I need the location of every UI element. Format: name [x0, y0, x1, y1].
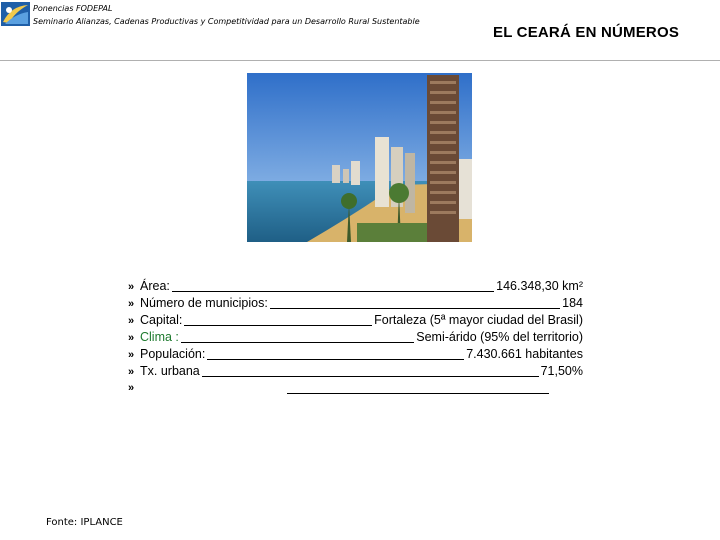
leader-line — [172, 280, 494, 292]
stat-label: Número de municipios: — [140, 296, 268, 310]
bullet: » — [128, 349, 135, 361]
leader-line — [184, 314, 372, 326]
bullet: » — [128, 332, 135, 344]
stat-label: Tx. urbana — [140, 364, 200, 378]
leader-line — [287, 382, 549, 394]
fodepal-logo-icon — [1, 2, 30, 26]
stat-value: 184 — [562, 296, 583, 310]
stat-row-area — [128, 278, 583, 295]
fortaleza-city-photo — [247, 73, 472, 242]
header-line-1: Ponencias FODEPAL — [33, 4, 113, 13]
bullet: » — [128, 315, 135, 327]
stat-label: Capital: — [140, 313, 183, 327]
stat-label: Clima : — [140, 330, 179, 344]
leader-line — [270, 297, 560, 309]
header-divider — [0, 60, 720, 61]
bullet: » — [128, 366, 135, 378]
bullet: » — [128, 298, 135, 310]
page-title: EL CEARÁ EN NÚMEROS — [493, 24, 680, 41]
stat-value: 71,50% — [540, 364, 583, 378]
stat-value: 146.348,30 km² — [496, 279, 583, 293]
leader-line — [207, 348, 464, 360]
stat-row-capital — [128, 312, 583, 329]
stat-value: 7.430.661 habitantes — [466, 347, 583, 361]
stat-row-populacion — [128, 346, 583, 363]
stat-row-clima — [128, 329, 583, 346]
source-note: Fonte: IPLANCE — [46, 517, 123, 528]
bullet: » — [128, 382, 135, 394]
stat-label: Populación: — [140, 347, 206, 361]
stats-list — [128, 278, 583, 397]
stat-value: Semi-árido (95% del territorio) — [416, 330, 583, 344]
stat-value: Fortaleza (5ª mayor ciudad del Brasil) — [374, 313, 583, 327]
stat-row-municipios — [128, 295, 583, 312]
leader-line — [181, 331, 414, 343]
leader-line — [202, 365, 539, 377]
header-line-2: Seminario Alianzas, Cadenas Productivas y Competitividad para un Desarrollo Rural Sustentable — [33, 17, 420, 26]
stat-label: Área: — [140, 279, 170, 293]
stat-row-urbana — [128, 363, 583, 380]
stat-row-empty — [128, 380, 583, 397]
bullet: » — [128, 281, 135, 293]
